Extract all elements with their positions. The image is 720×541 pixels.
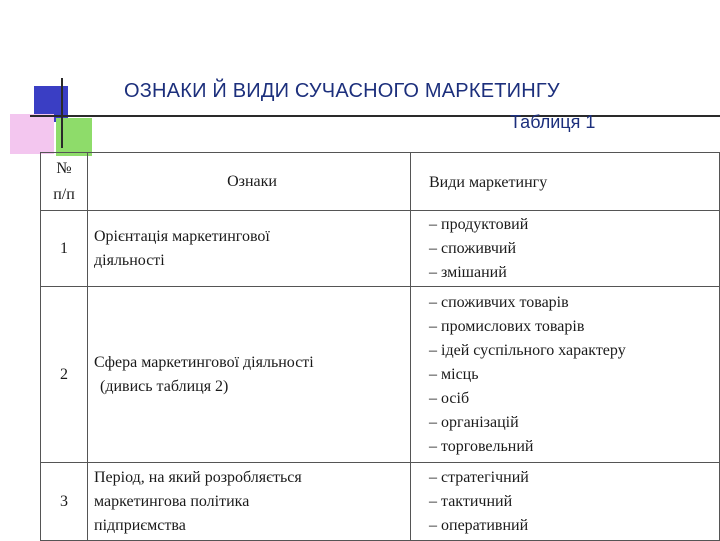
row-kinds [411, 463, 720, 541]
table-header-row [41, 153, 720, 211]
kind-item: – оперативний [429, 516, 529, 534]
kind-item: – торговельний [429, 437, 534, 455]
slide-title: ОЗНАКИ Й ВИДИ СУЧАСНОГО МАРКЕТИНГУ [124, 80, 560, 102]
kind-item: – змішаний [429, 263, 507, 281]
row-sign: Сфера маркетингової діяльності (дивись таблиця 2) [88, 287, 411, 463]
table-row [41, 211, 720, 287]
row-number: 1 [41, 211, 88, 287]
marketing-table [40, 152, 720, 541]
kind-item: – місць [429, 365, 479, 383]
kind-item: – промислових товарів [429, 317, 585, 335]
row-kinds [411, 211, 720, 287]
kind-item: – споживчий [429, 239, 516, 257]
table-row [41, 287, 720, 463]
header-signs: Ознаки [88, 153, 411, 211]
kind-item: – ідей суспільного характеру [429, 341, 626, 359]
row-sign: Орієнтація маркетингової діяльності [88, 211, 411, 287]
row-kinds [411, 287, 720, 463]
decor-horizontal-line [30, 115, 720, 117]
table-row [41, 463, 720, 541]
header-number: № п/п [41, 153, 88, 211]
table-caption: Таблиця 1 [510, 112, 596, 132]
kind-item: – продуктовий [429, 215, 529, 233]
decor-vertical-line [61, 78, 63, 148]
kind-item: – споживчих товарів [429, 293, 569, 311]
decor-square-pink [10, 114, 54, 154]
row-number: 3 [41, 463, 88, 541]
row-sign: Період, на який розробляється маркетингова політика підприємства [88, 463, 411, 541]
kind-item: – організацій [429, 413, 519, 431]
kind-item: – осіб [429, 389, 470, 407]
kind-item: – тактичний [429, 492, 513, 510]
header-kinds: Види маркетингу [411, 153, 720, 211]
row-number: 2 [41, 287, 88, 463]
kind-item: – стратегічний [429, 468, 529, 486]
